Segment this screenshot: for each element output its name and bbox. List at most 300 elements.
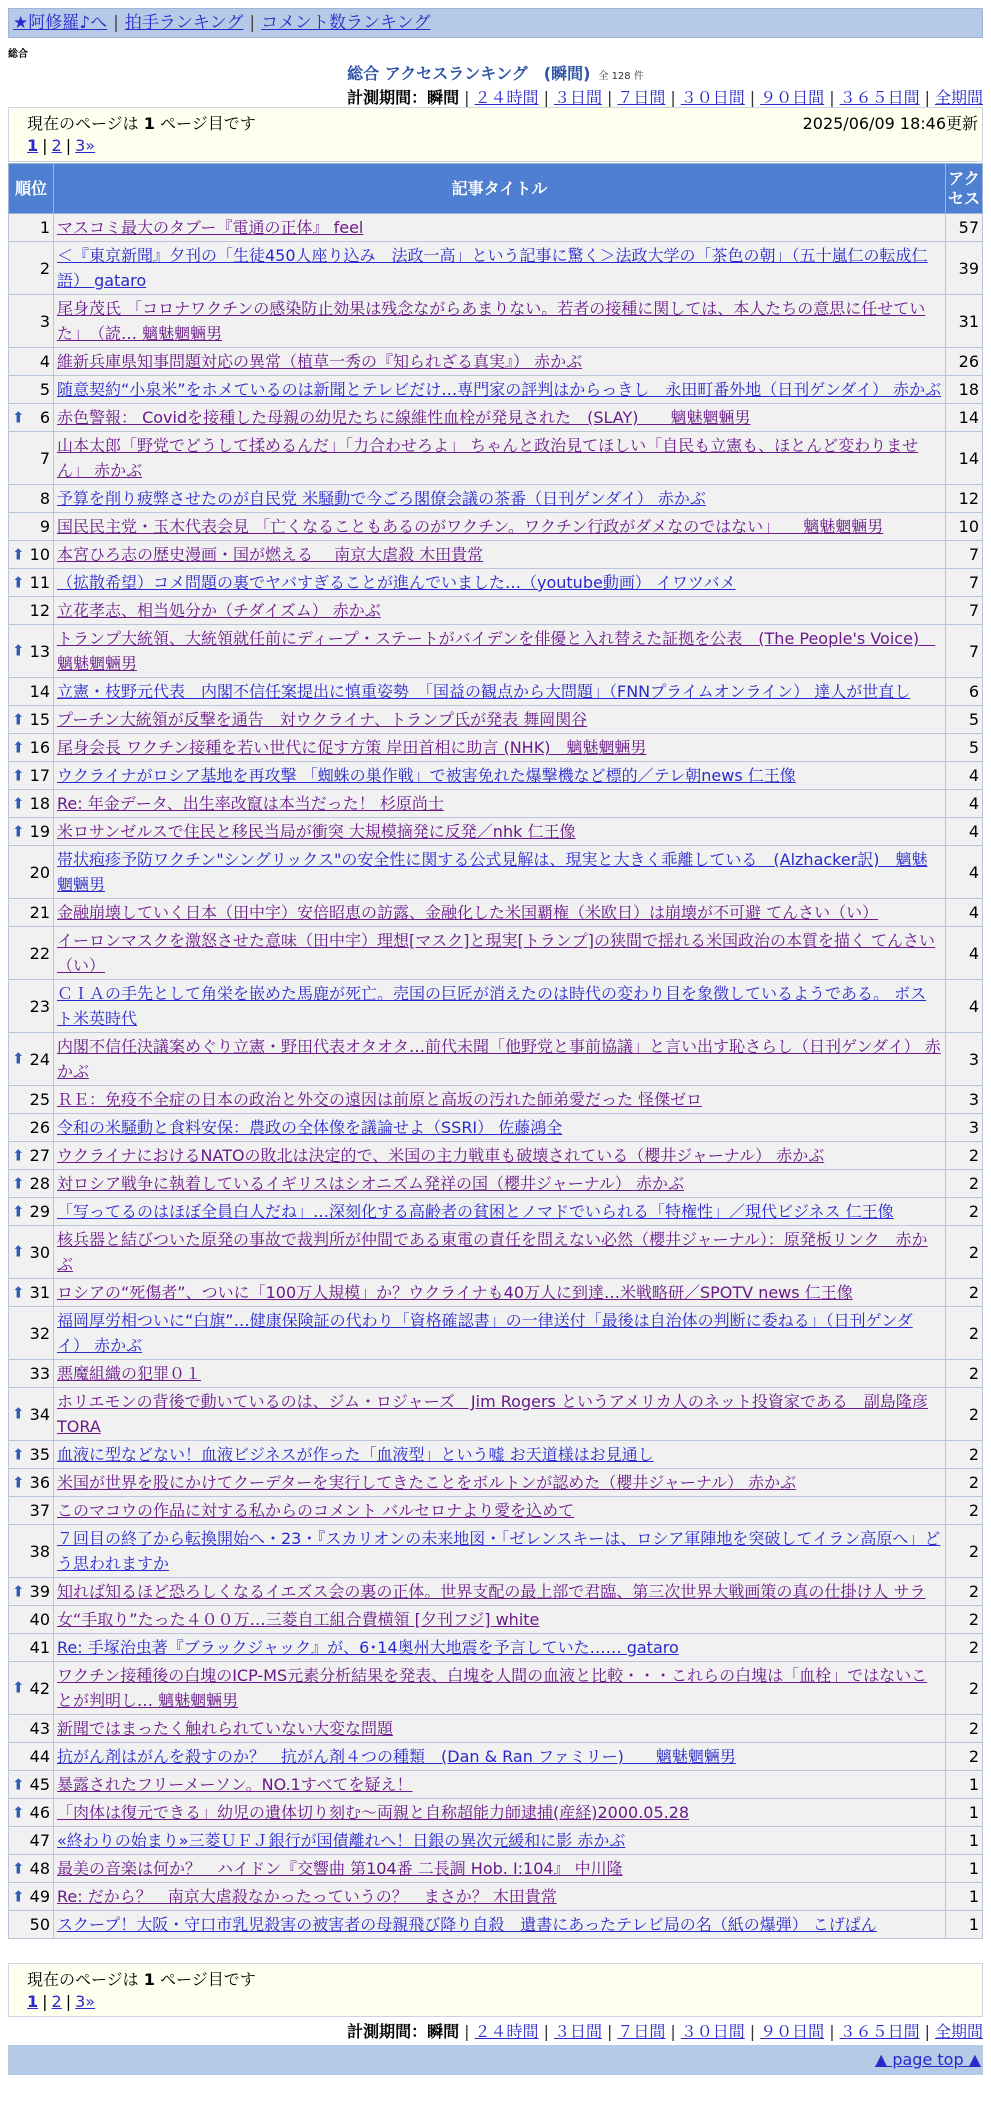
access-count: 7	[946, 597, 983, 625]
article-link[interactable]: 悪魔組織の犯罪０１	[57, 1364, 202, 1383]
article-link[interactable]: 金融崩壊していく日本（田中宇）安倍昭恵の訪露、金融化した米国覇権（米欧日）は崩壊が不可避 てんさい（い）	[57, 903, 879, 922]
rank-up-arrow-icon: ⬆	[12, 738, 25, 756]
period-link[interactable]: ２４時間	[474, 88, 539, 107]
page-link[interactable]: 2	[51, 136, 62, 155]
title-cell	[54, 1715, 946, 1743]
title-cell	[54, 790, 946, 818]
title-cell	[54, 846, 946, 899]
rank-number: 11	[29, 573, 50, 592]
rank-up-arrow-icon: ⬆	[12, 1404, 25, 1423]
rank-cell	[9, 242, 54, 295]
rank-number: 40	[29, 1610, 50, 1629]
article-link[interactable]: 最美の音楽は何か？ ハイドン『交響曲 第104番 二長調 Hob. I:104』 中川隆	[57, 1859, 623, 1878]
access-count: 2	[946, 1469, 983, 1497]
period-link[interactable]: 全期間	[934, 2022, 983, 2041]
title-cell	[54, 1883, 946, 1911]
title-cell	[54, 1525, 946, 1578]
table-row	[9, 376, 983, 404]
rank-cell	[9, 1827, 54, 1855]
period-separator: |	[670, 2022, 676, 2041]
table-row	[9, 846, 983, 899]
access-count: 5	[946, 706, 983, 734]
table-row	[9, 1606, 983, 1634]
rank-number: 36	[29, 1473, 50, 1492]
rank-number: 47	[29, 1831, 50, 1850]
period-link[interactable]: ７日間	[617, 88, 666, 107]
period-separator: |	[464, 88, 470, 107]
period-label: 計測期間：	[347, 88, 428, 107]
period-item-current: 瞬間	[427, 2022, 460, 2041]
rank-cell	[9, 348, 54, 376]
rank-up-arrow-icon: ⬆	[12, 573, 25, 591]
table-row	[9, 1033, 983, 1086]
period-link[interactable]: ３日間	[553, 88, 602, 107]
table-row	[9, 678, 983, 706]
pager-box-bottom	[8, 1963, 983, 2017]
title-cell	[54, 1662, 946, 1715]
period-link[interactable]: 全期間	[934, 88, 983, 107]
pagination-top	[27, 136, 95, 155]
article-link[interactable]: 知れば知るほど恐ろしくなるイエズス会の裏の正体。世界支配の最上部で君臨、第三次世界大戦画策の真の仕掛け人 サラ	[57, 1582, 926, 1601]
rank-cell	[9, 1855, 54, 1883]
period-link[interactable]: ３６５日間	[839, 2022, 920, 2041]
rank-cell	[9, 790, 54, 818]
period-link[interactable]: ７日間	[617, 2022, 666, 2041]
title-cell	[54, 927, 946, 980]
period-link[interactable]: ３日間	[553, 2022, 602, 2041]
access-count: 3	[946, 1033, 983, 1086]
article-link[interactable]: ＜『東京新聞』夕刊の「生徒450人座り込み 法政一高」という記事に驚く＞法政大学の「茶色の朝」（五十嵐仁の転成仁語） gataro	[57, 246, 928, 290]
title-cell	[54, 1307, 946, 1360]
rank-up-arrow-icon: ⬆	[12, 1242, 25, 1261]
period-separator: |	[606, 2022, 613, 2041]
rank-number: 27	[29, 1146, 50, 1165]
title-cell	[54, 1388, 946, 1441]
article-link[interactable]: 女“手取り”たった４００万…三菱自工組合費横領 [夕刊フジ] white	[57, 1610, 540, 1629]
article-link[interactable]: 抗がん剤はがんを殺すのか？ 抗がん剤４つの種類 (Dan & Ran ファミリー) 魑魅魍魎男	[57, 1747, 736, 1766]
article-link[interactable]: Re: だから？ 南京大虐殺なかったっていうの？ まさか？ 木田貴常	[57, 1887, 557, 1906]
nav-separator: |	[113, 13, 119, 33]
access-count: 1	[946, 1911, 983, 1939]
table-row	[9, 1388, 983, 1441]
article-link[interactable]: 尾身茂氏 「コロナワクチンの感染防止効果は残念ながらあまりない。若者の接種に関しては、本人たちの意思に任せていた」 （読… 魑魅魍魎男	[57, 299, 926, 343]
header-access: アクセス	[946, 164, 983, 214]
article-link[interactable]: このマコウの作品に対する私からのコメント バルセロナより愛を込めて	[57, 1501, 575, 1520]
rank-number: 14	[29, 682, 50, 701]
rank-cell	[9, 625, 54, 678]
rank-cell	[9, 541, 54, 569]
table-row	[9, 980, 983, 1033]
title-cell	[54, 376, 946, 404]
article-link[interactable]: 福岡厚労相ついに“白旗”…健康保険証の代わり「資格確認書」の一律送付「最後は自治体の判断に委ねる」（日刊ゲンダイ） 赤かぶ	[57, 1311, 913, 1355]
page-link[interactable]: 3	[75, 136, 86, 155]
article-link[interactable]: プーチン大統領が反撃を通告 対ウクライナ、トランプ氏が発表 舞岡関谷	[57, 710, 588, 729]
rank-up-arrow-icon: ⬆	[12, 1174, 25, 1192]
title-cell	[54, 1360, 946, 1388]
access-count: 5	[946, 734, 983, 762]
rank-cell	[9, 678, 54, 706]
table-row	[9, 1198, 983, 1226]
rank-up-arrow-icon: ⬆	[12, 1445, 25, 1463]
table-row	[9, 1525, 983, 1578]
rank-number: 2	[39, 258, 50, 278]
title-cell	[54, 1226, 946, 1279]
table-row	[9, 1279, 983, 1307]
article-link[interactable]: トランプ大統領、大統領就任前にディープ・ステートがバイデンを俳優と入れ替えた証拠を公表 (The People's Voice) 魑魅魍魎男	[57, 629, 936, 673]
table-row	[9, 1578, 983, 1606]
title-cell	[54, 706, 946, 734]
rank-number: 48	[29, 1859, 50, 1878]
access-count: 2	[946, 1441, 983, 1469]
access-count: 2	[946, 1715, 983, 1743]
article-link[interactable]: ＣＩＡの手先として角栄を嵌めた馬鹿が死亡。売国の巨匠が消えたのは時代の変わり目を象徴しているようである。 ボスト米英時代	[57, 984, 927, 1028]
title-cell	[54, 513, 946, 541]
rank-number: 37	[29, 1501, 50, 1520]
table-row	[9, 1715, 983, 1743]
title-cell	[54, 734, 946, 762]
access-count: 7	[946, 625, 983, 678]
title-cell	[54, 625, 946, 678]
period-link[interactable]: ９０日間	[760, 2022, 825, 2041]
rank-cell	[9, 214, 54, 242]
title-cell	[54, 762, 946, 790]
article-link[interactable]: ７回目の終了から転換開始へ・23・『スカリオンの未来地図・「ゼレンスキーは、ロシア軍陣地を突破してイラン高原へ」どう思われますか	[57, 1529, 941, 1573]
access-count: 2	[946, 1279, 983, 1307]
rank-cell	[9, 404, 54, 432]
rank-cell	[9, 1142, 54, 1170]
title-cell	[54, 1578, 946, 1606]
access-count: 1	[946, 1827, 983, 1855]
nav-separator: |	[249, 13, 256, 33]
title-cell	[54, 1827, 946, 1855]
period-separator: |	[464, 2022, 470, 2041]
access-count: 7	[946, 569, 983, 597]
category-label: 総合	[8, 49, 28, 60]
rank-cell	[9, 1497, 54, 1525]
article-link[interactable]: Re: 手塚治虫著『ブラックジャック』が、6･14奥州大地震を予言していた…… gataro	[57, 1638, 679, 1657]
access-count: 2	[946, 1634, 983, 1662]
access-count: 14	[946, 404, 983, 432]
rank-number: 16	[29, 738, 50, 757]
access-count: 2	[946, 1142, 983, 1170]
rank-number: 46	[29, 1803, 50, 1822]
access-count: 4	[946, 927, 983, 980]
access-count: 4	[946, 980, 983, 1033]
title-cell	[54, 295, 946, 348]
access-count: 6	[946, 678, 983, 706]
page-separator: |	[42, 136, 48, 155]
page-next-link[interactable]: »	[85, 1992, 96, 2011]
table-row	[9, 597, 983, 625]
article-link[interactable]: 維新兵庫県知事問題対応の異常（植草一秀の『知られざる真実』） 赤かぶ	[57, 352, 583, 371]
rank-cell	[9, 1469, 54, 1497]
article-link[interactable]: 赤色警報： Covidを接種した母親の幼児たちに線維性血栓が発見された (SLAY) 魑魅魍魎男	[57, 408, 751, 427]
access-count: 3	[946, 1086, 983, 1114]
ranking-heading	[0, 61, 991, 84]
rank-cell	[9, 1662, 54, 1715]
header-title: 記事タイトル	[54, 164, 946, 214]
title-cell	[54, 1279, 946, 1307]
title-cell	[54, 818, 946, 846]
rank-number: 4	[39, 352, 50, 371]
access-count: 18	[946, 376, 983, 404]
page-top-link[interactable]: ▲ page top ▲	[874, 2050, 981, 2069]
article-link[interactable]: 尾身会長 ワクチン接種を若い世代に促す方策 岸田首相に助言 (NHK) 魑魅魍魎男	[57, 738, 647, 757]
rank-number: 3	[39, 311, 50, 331]
rank-cell	[9, 1033, 54, 1086]
title-cell	[54, 348, 946, 376]
title-cell	[54, 1170, 946, 1198]
table-row	[9, 706, 983, 734]
article-link[interactable]: Re: 年金データ、出生率改竄は本当だった！ 杉原尚士	[57, 794, 444, 813]
rank-up-arrow-icon: ⬆	[12, 1803, 25, 1821]
rank-up-arrow-icon: ⬆	[12, 1146, 25, 1164]
page-link[interactable]: 2	[51, 1992, 62, 2011]
article-link[interactable]: 核兵器と結びついた原発の事故で裁判所が仲間である東電の責任を問えない必然（櫻井ジャーナル）：原発板リンク 赤かぶ	[57, 1230, 928, 1274]
rank-number: 28	[29, 1174, 50, 1193]
rank-cell	[9, 1226, 54, 1279]
table-row	[9, 1360, 983, 1388]
rank-cell	[9, 1911, 54, 1939]
table-row	[9, 348, 983, 376]
article-link[interactable]: ロシアの“死傷者”、ついに「100万人規模」か？ウクライナも40万人に到達…米戦略研／SPOTV news 仁王像	[57, 1283, 853, 1302]
table-row	[9, 1226, 983, 1279]
rank-cell	[9, 734, 54, 762]
title-cell	[54, 1743, 946, 1771]
rank-cell	[9, 980, 54, 1033]
rank-cell	[9, 1360, 54, 1388]
access-count: 31	[946, 295, 983, 348]
article-link[interactable]: 「写ってるのはほぼ全員白人だね」…深刻化する高齢者の貧困とノマドでいられる「特権性」／現代ビジネス 仁王像	[57, 1202, 894, 1221]
nav-home-link[interactable]: ★阿修羅♪へ	[13, 13, 108, 33]
rank-cell	[9, 1883, 54, 1911]
rank-number: 9	[39, 517, 50, 536]
rank-cell	[9, 1715, 54, 1743]
rank-up-arrow-icon: ⬆	[12, 1473, 25, 1491]
table-row	[9, 1911, 983, 1939]
table-row	[9, 541, 983, 569]
table-row	[9, 1497, 983, 1525]
article-link[interactable]: 米国が世界を股にかけてクーデターを実行してきたことをボルトンが認めた（櫻井ジャーナル） 赤かぶ	[57, 1473, 797, 1492]
page-link[interactable]: 3	[75, 1992, 86, 2011]
article-link[interactable]: イーロンマスクを激怒させた意味（田中宇）理想[マスク]と現実[トランプ]の狭間で揺れる米国政治の本質を描く てんさい（い）	[57, 931, 936, 975]
period-link[interactable]: ３６５日間	[839, 88, 920, 107]
access-count: 2	[946, 1307, 983, 1360]
period-item-current: 瞬間	[427, 88, 460, 107]
rank-cell	[9, 1799, 54, 1827]
header-rank: 順位	[9, 164, 54, 214]
table-row	[9, 1634, 983, 1662]
rank-cell	[9, 597, 54, 625]
rank-cell	[9, 1634, 54, 1662]
table-row	[9, 818, 983, 846]
rank-number: 39	[29, 1582, 50, 1601]
rank-number: 31	[29, 1283, 50, 1302]
title-cell	[54, 1441, 946, 1469]
rank-cell	[9, 899, 54, 927]
nav-applause-ranking-link[interactable]: 拍手ランキング	[124, 13, 244, 33]
article-link[interactable]: 令和の米騒動と食料安保：農政の全体像を議論せよ（SSRI） 佐藤鴻全	[57, 1118, 563, 1137]
title-cell	[54, 1114, 946, 1142]
rank-number: 6	[39, 408, 50, 427]
title-cell	[54, 1634, 946, 1662]
article-link[interactable]: 暴露されたフリーメーソン。NO.1すべてを疑え！	[57, 1775, 413, 1794]
period-separator: |	[749, 2022, 756, 2041]
rank-number: 24	[29, 1049, 50, 1069]
article-link[interactable]: 新聞ではまったく触れられていない大変な問題	[57, 1719, 394, 1738]
rank-number: 23	[29, 996, 50, 1016]
rank-cell	[9, 485, 54, 513]
table-row	[9, 295, 983, 348]
article-link[interactable]: 立花孝志、相当処分か（チダイズム） 赤かぶ	[57, 601, 381, 620]
article-link[interactable]: 山本太郎「野党でどうして揉めるんだ」「力合わせろよ」 ちゃんと政治見てほしい「自民も立憲も、ほとんど変わりません」 赤かぶ	[57, 436, 919, 480]
table-row	[9, 734, 983, 762]
title-cell	[54, 1033, 946, 1086]
title-cell	[54, 1086, 946, 1114]
rank-number: 1	[39, 218, 50, 237]
title-cell	[54, 242, 946, 295]
title-cell	[54, 485, 946, 513]
rank-number: 10	[29, 545, 50, 564]
article-link[interactable]: ＲＥ：免疫不全症の日本の政治と外交の遠因は前原と高坂の汚れた師弟愛だった 怪傑ゼロ	[57, 1090, 703, 1109]
rank-number: 38	[29, 1541, 50, 1561]
access-count: 10	[946, 513, 983, 541]
rank-number: 29	[29, 1202, 50, 1221]
article-link[interactable]: ホリエモンの背後で動いているのは、ジム・ロジャーズ Jim Rogers というアメリカ人のネット投資家である 副島隆彦 TORA	[57, 1392, 928, 1436]
article-link[interactable]: 国民民主党・玉木代表会見 「亡くなることもあるのがワクチン。ワクチン行政がダメなのではない」 魑魅魍魎男	[57, 517, 884, 536]
period-separator: |	[606, 88, 613, 107]
table-row	[9, 513, 983, 541]
rank-cell	[9, 1198, 54, 1226]
rank-cell	[9, 1086, 54, 1114]
rank-number: 41	[29, 1638, 50, 1657]
table-row	[9, 432, 983, 485]
article-link[interactable]: 立憲・枝野元代表 内閣不信任案提出に慎重姿勢 「国益の観点から大問題」（FNNプライムオンライン） 達人が世直し	[57, 682, 911, 701]
table-row	[9, 790, 983, 818]
period-separator: |	[924, 88, 930, 107]
rank-number: 32	[29, 1323, 50, 1343]
table-row	[9, 242, 983, 295]
access-count: 2	[946, 1743, 983, 1771]
table-row	[9, 569, 983, 597]
rank-number: 25	[29, 1090, 50, 1109]
table-row	[9, 1827, 983, 1855]
table-row	[9, 762, 983, 790]
rank-number: 5	[39, 380, 50, 399]
rank-number: 8	[39, 489, 50, 508]
period-link[interactable]: ９０日間	[760, 88, 825, 107]
access-count: 14	[946, 432, 983, 485]
period-selector-bottom	[347, 2019, 983, 2042]
page-next-link[interactable]: »	[85, 136, 96, 155]
access-count: 2	[946, 1226, 983, 1279]
article-link[interactable]: ワクチン接種後の白塊のICP-MS元素分析結果を発表、白塊を人間の血液と比較・・・これらの白塊は「血栓」ではないことが判明し… 魑魅魍魎男	[57, 1666, 928, 1710]
page-link-current[interactable]: 1	[27, 136, 39, 155]
table-row	[9, 1883, 983, 1911]
title-cell	[54, 214, 946, 242]
table-row	[9, 485, 983, 513]
rank-cell	[9, 1279, 54, 1307]
rank-number: 26	[29, 1118, 50, 1137]
table-row	[9, 1771, 983, 1799]
table-row	[9, 1441, 983, 1469]
rank-cell	[9, 376, 54, 404]
rank-up-arrow-icon: ⬆	[12, 794, 25, 812]
article-link[interactable]: 対ロシア戦争に執着しているイギリスはシオニズム発祥の国（櫻井ジャーナル） 赤かぶ	[57, 1174, 685, 1193]
article-link[interactable]: 米ロサンゼルスで住民と移民当局が衝突 大規模摘発に反発／nhk 仁王像	[57, 822, 576, 841]
access-count: 12	[946, 485, 983, 513]
access-count: 2	[946, 1170, 983, 1198]
rank-up-arrow-icon: ⬆	[12, 1049, 25, 1068]
period-separator: |	[543, 88, 549, 107]
rank-cell	[9, 569, 54, 597]
table-row	[9, 1170, 983, 1198]
rank-cell	[9, 762, 54, 790]
access-count: 4	[946, 790, 983, 818]
period-link[interactable]: ３０日間	[680, 88, 745, 107]
article-link[interactable]: 予算を削り疲弊させたのが自民党 米騒動で今ごろ閣僚会議の茶番（日刊ゲンダイ） 赤かぶ	[57, 489, 706, 508]
period-separator: |	[829, 2022, 835, 2041]
article-link[interactable]: ウクライナにおけるNATOの敗北は決定的で、米国の主力戦車も破壊されている（櫻井ジャーナル） 赤かぶ	[57, 1146, 825, 1165]
access-count: 1	[946, 1771, 983, 1799]
rank-cell	[9, 1441, 54, 1469]
period-separator: |	[543, 2022, 549, 2041]
table-row	[9, 1799, 983, 1827]
rank-number: 35	[29, 1445, 50, 1464]
table-row	[9, 404, 983, 432]
title-cell	[54, 980, 946, 1033]
article-link[interactable]: マスコミ最大のタブー『電通の正体』 feel	[57, 218, 364, 237]
article-link[interactable]: 本宮ひろ志の歴史漫画・国が燃える 南京大虐殺 木田貴常	[57, 545, 484, 564]
article-link[interactable]: 内閣不信任決議案めぐり立憲・野田代表オタオタ…前代未聞「他野党と事前協議」と言い出す恥さらし（日刊ゲンダイ） 赤かぶ	[57, 1037, 941, 1081]
article-link[interactable]: ウクライナがロシア基地を再攻撃 「蜘蛛の巣作戦」で被害免れた爆撃機など標的／テレ朝news 仁王像	[57, 766, 796, 785]
rank-up-arrow-icon: ⬆	[12, 1582, 25, 1600]
rank-number: 7	[39, 448, 50, 468]
rank-up-arrow-icon: ⬆	[12, 710, 25, 728]
nav-comment-ranking-link[interactable]: コメント数ランキング	[261, 13, 431, 33]
page-link-current[interactable]: 1	[27, 1992, 39, 2011]
title-cell	[54, 1142, 946, 1170]
rank-up-arrow-icon: ⬆	[12, 1775, 25, 1793]
period-label: 計測期間：	[347, 2022, 428, 2041]
period-link[interactable]: ３０日間	[680, 2022, 745, 2041]
table-row	[9, 1743, 983, 1771]
period-separator: |	[670, 88, 676, 107]
article-link[interactable]: «終わりの始まり»三菱ＵＦＪ銀行が国債離れへ！日銀の異次元緩和に影 赤かぶ	[57, 1831, 626, 1850]
rank-up-arrow-icon: ⬆	[12, 1678, 25, 1697]
access-count: 1	[946, 1799, 983, 1827]
updated-timestamp: 2025/06/09 18:46更新	[802, 114, 978, 133]
article-link[interactable]: 「肉体は復元できる」幼児の遺体切り刻む～両親と自称超能力師逮捕(産経)2000.05.28	[57, 1803, 690, 1822]
article-link[interactable]: 血液に型などない！血液ビジネスが作った「血液型」という嘘 お天道様はお見通し	[57, 1445, 654, 1464]
article-link[interactable]: 帯状疱疹予防ワクチン"シングリックス"の安全性に関する公式見解は、現実と大きく乖離している (Alzhacker訳) 魑魅魍魎男	[57, 850, 928, 894]
title-cell	[54, 541, 946, 569]
article-link[interactable]: 随意契約“小泉米”をホメているのは新聞とテレビだけ…専門家の評判はからっきし 永田町番外地（日刊ゲンダイ） 赤かぶ	[57, 380, 942, 399]
title-cell	[54, 597, 946, 625]
rank-cell	[9, 1388, 54, 1441]
rank-cell	[9, 1307, 54, 1360]
rank-number: 44	[29, 1747, 50, 1766]
table-row	[9, 899, 983, 927]
article-link[interactable]: （拡散希望）コメ問題の裏でヤバすぎることが進んでいました…（youtube動画） イワツバメ	[57, 573, 736, 592]
ranking-title: 総合 アクセスランキング (瞬間)	[347, 64, 591, 83]
access-count: 2	[946, 1497, 983, 1525]
article-link[interactable]: スクープ！大阪・守口市乳児殺害の被害者の母親飛び降り自殺 遺書にあったテレビ局の名（紙の爆弾） こげぱん	[57, 1915, 877, 1934]
access-count: 26	[946, 348, 983, 376]
period-link[interactable]: ２４時間	[474, 2022, 539, 2041]
title-cell	[54, 1771, 946, 1799]
title-cell	[54, 569, 946, 597]
